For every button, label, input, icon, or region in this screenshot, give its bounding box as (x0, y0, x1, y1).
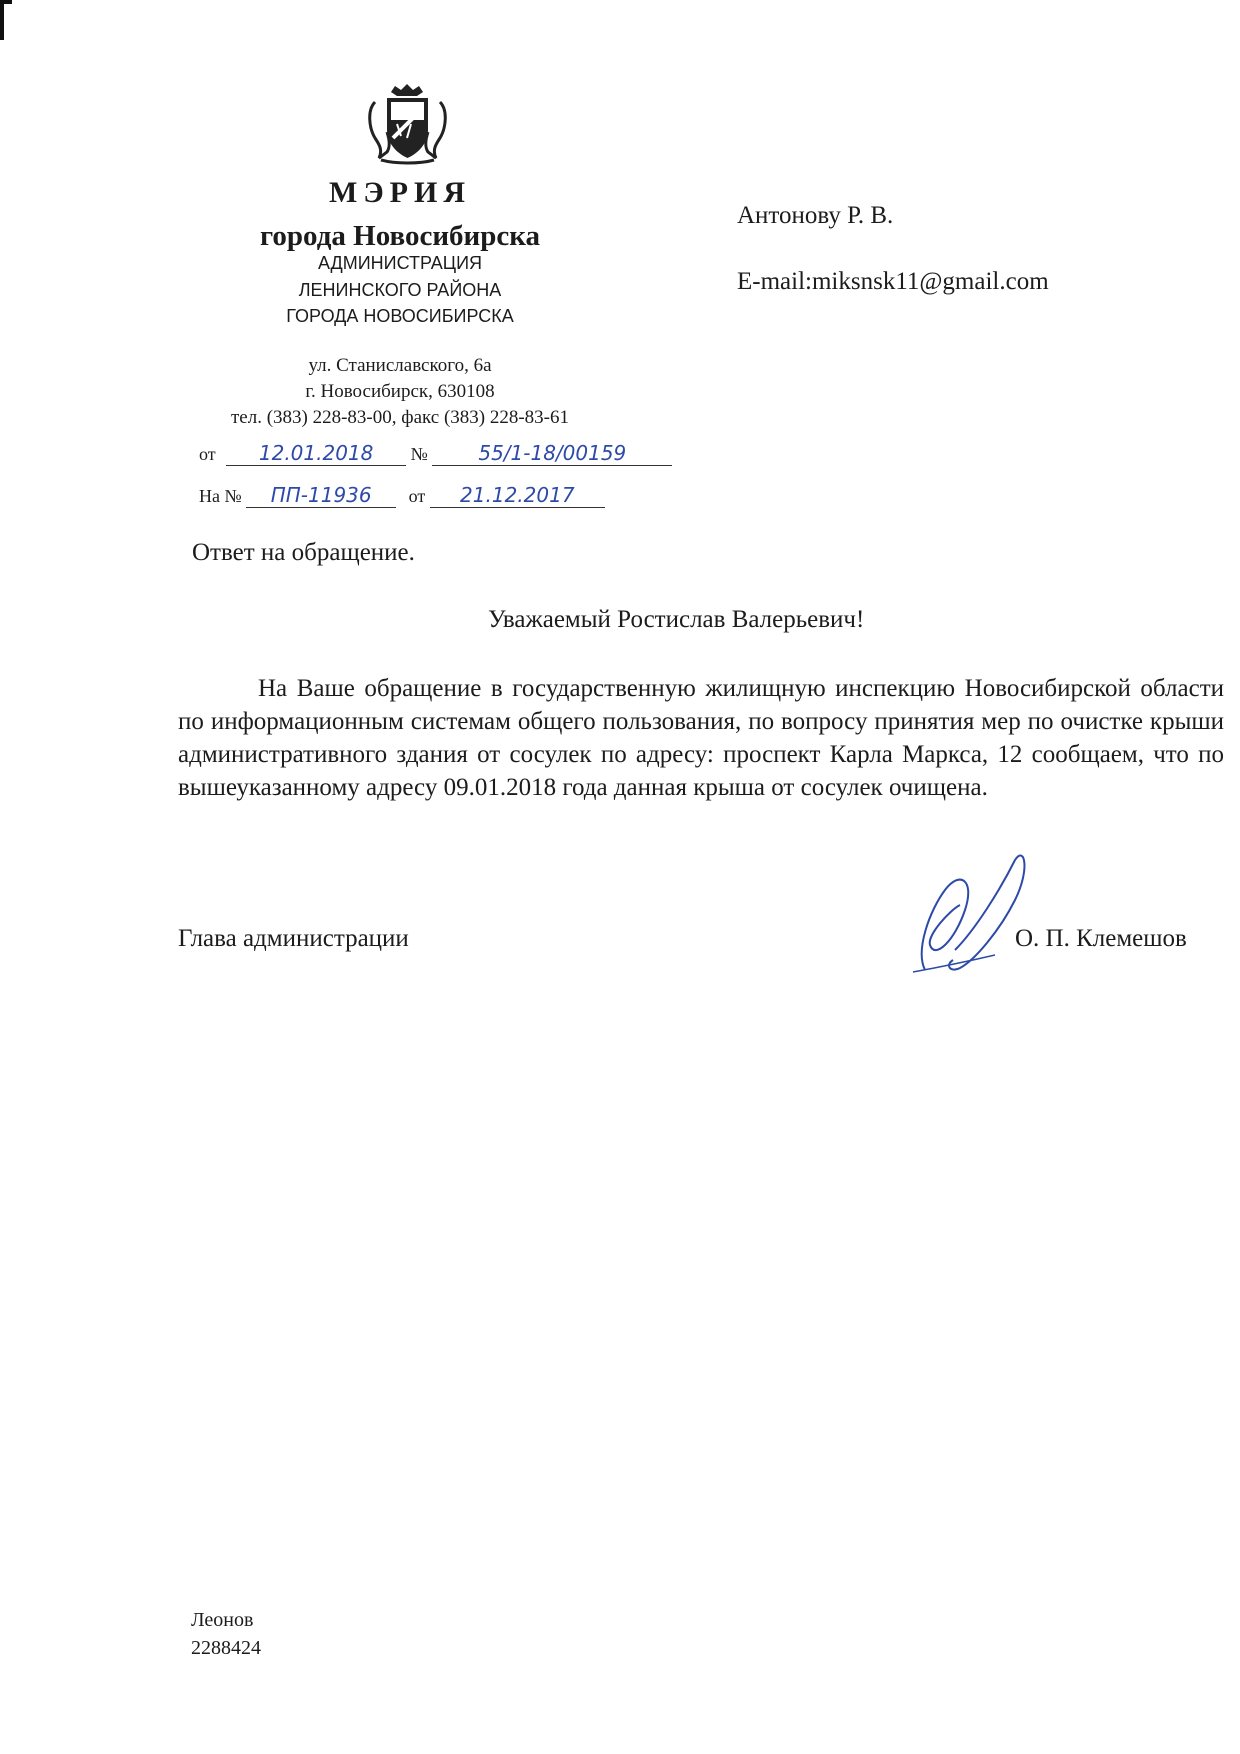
from-label: от (199, 444, 216, 464)
executor-name: Леонов (191, 1609, 254, 1631)
outgoing-reference (199, 441, 672, 466)
addressee-name: Антонову Р. В. (737, 202, 894, 229)
addressee-email: E-mail:miksnsk11@gmail.com (737, 268, 1049, 295)
handwritten-signature (905, 850, 1040, 980)
incoming-date-label: от (408, 486, 426, 506)
letterhead-dept-line: ЛЕНИНСКОГО РАЙОНА (298, 280, 502, 300)
letterhead-phone: тел. (383) 228-83-00, факс (383) 228-83-61 (230, 407, 570, 428)
letterhead-dept-line: ГОРОДА НОВОСИБИРСКА (286, 306, 514, 326)
city-crest-icon (365, 80, 450, 165)
scan-edge-mark (0, 0, 4, 40)
outgoing-date: 12.01.2018 (226, 441, 406, 466)
incoming-reference (199, 483, 605, 508)
letterhead-street: ул. Станиславского, 6а (308, 355, 492, 376)
letter-subject: Ответ на обращение. (192, 539, 415, 566)
incoming-date: 21.12.2017 (430, 483, 605, 508)
signatory-name: О. П. Клемешов (1015, 925, 1187, 952)
incoming-label: На № (199, 486, 242, 506)
letterhead-city-zip: г. Новосибирск, 630108 (305, 381, 495, 402)
signatory-title: Глава администрации (178, 925, 409, 952)
letter-body: На Ваше обращение в государственную жилищную инспекцию Новосибирской области по информационным системам общего пользования, по вопросу принятия мер по очистке крыши административного здания от сосулек по адресу: проспект Карла Маркса, 12 сообщаем, что по вышеуказанному адресу 09.01.2018 года данная крыша от сосулек очищена. (178, 675, 1224, 801)
outgoing-number: 55/1-18/00159 (432, 441, 672, 466)
letter-greeting: Уважаемый Ростислав Валерьевич! (488, 606, 865, 633)
executor-phone: 2288424 (191, 1637, 261, 1659)
incoming-number: ПП-11936 (246, 483, 396, 508)
letterhead-dept-line: АДМИНИСТРАЦИЯ (317, 253, 483, 273)
letterhead-city: города Новосибирска (259, 220, 541, 252)
number-label: № (410, 444, 428, 464)
letterhead-title: МЭРИЯ (329, 176, 471, 209)
